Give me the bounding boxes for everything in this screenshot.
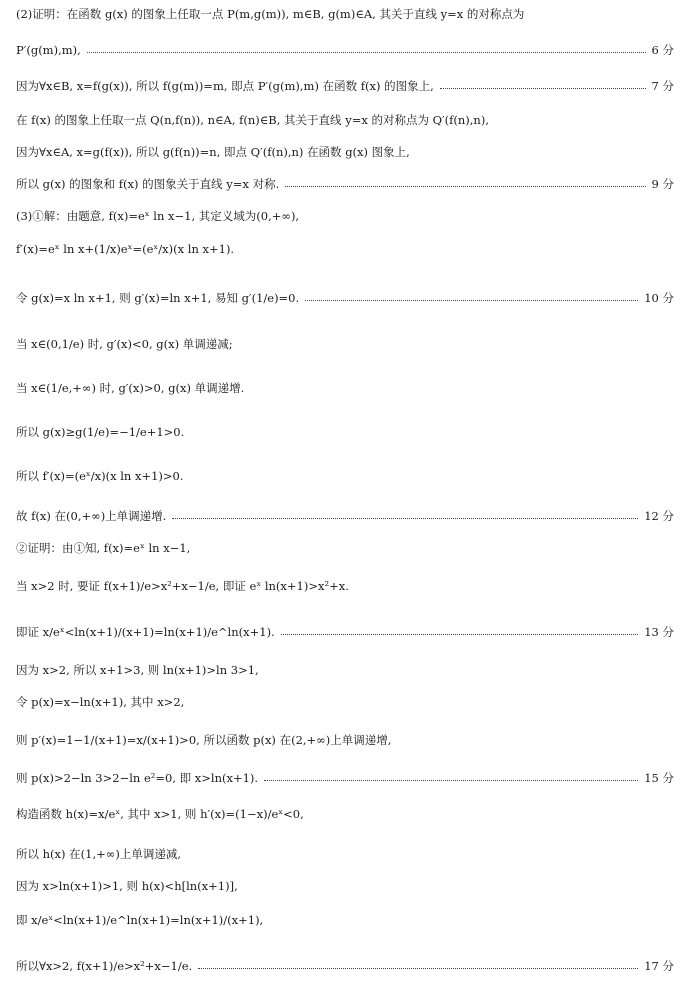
line-text: 则 p(x)>2−ln 3>2−ln e²=0, 即 x>ln(x+1). xyxy=(16,771,259,785)
leader-dots xyxy=(281,634,638,635)
text-line xyxy=(16,912,674,928)
text-line xyxy=(16,694,674,710)
text-line xyxy=(16,846,674,862)
line-text: 构造函数 h(x)=x/eˣ, 其中 x>1, 则 h′(x)=(1−x)/eˣ<0, xyxy=(16,807,304,821)
score-label: 9 分 xyxy=(651,177,674,191)
line-text: 即 x/eˣ<ln(x+1)/e^ln(x+1)=ln(x+1)/(x+1), xyxy=(16,913,264,927)
text-line xyxy=(16,770,674,786)
line-text: 所以 f′(x)=(eˣ/x)(x ln x+1)>0. xyxy=(16,469,184,483)
leader-dots xyxy=(264,780,638,781)
text-line xyxy=(16,78,674,94)
line-text: 所以 g(x) 的图象和 f(x) 的图象关于直线 y=x 对称. xyxy=(16,177,280,191)
text-line xyxy=(16,732,674,748)
line-text: 则 p′(x)=1−1/(x+1)=x/(x+1)>0, 所以函数 p(x) 在(2,+∞)上单调递增, xyxy=(16,733,392,747)
line-text: 因为 x>ln(x+1)>1, 则 h(x)<h[ln(x+1)], xyxy=(16,879,238,893)
score-label: 12 分 xyxy=(644,509,674,523)
score-label: 6 分 xyxy=(651,43,674,57)
text-line xyxy=(16,176,674,192)
line-text: 当 x>2 时, 要证 f(x+1)/e>x²+x−1/e, 即证 eˣ ln(x+1)>x²+x. xyxy=(16,579,349,593)
leader-dots xyxy=(198,968,638,969)
line-text: 所以 g(x)≥g(1/e)=−1/e+1>0. xyxy=(16,425,185,439)
score-label: 10 分 xyxy=(644,291,674,305)
text-line xyxy=(16,624,674,640)
score-label: 13 分 xyxy=(644,625,674,639)
text-line xyxy=(16,424,674,440)
score-label: 7 分 xyxy=(651,79,674,93)
score-label: 17 分 xyxy=(644,959,674,973)
text-line xyxy=(16,6,674,22)
line-text: 所以∀x>2, f(x+1)/e>x²+x−1/e. xyxy=(16,959,193,973)
leader-dots xyxy=(305,300,638,301)
line-text: ②证明：由①知, f(x)=eˣ ln x−1, xyxy=(16,541,191,555)
text-line xyxy=(16,242,674,256)
text-line xyxy=(16,144,674,160)
score-label: 15 分 xyxy=(644,771,674,785)
line-text: f′(x)=eˣ ln x+(1/x)eˣ=(eˣ/x)(x ln x+1). xyxy=(16,242,235,256)
text-line xyxy=(16,540,674,556)
line-text: 令 g(x)=x ln x+1, 则 g′(x)=ln x+1, 易知 g′(1/e)=0. xyxy=(16,291,300,305)
text-line xyxy=(16,578,674,594)
line-text: 即证 x/eˣ<ln(x+1)/(x+1)=ln(x+1)/e^ln(x+1). xyxy=(16,625,275,639)
line-text: 在 f(x) 的图象上任取一点 Q(n,f(n)), n∈A, f(n)∈B, 其关于直线 y=x 的对称点为 Q′(f(n),n), xyxy=(16,113,489,127)
text-line xyxy=(16,806,674,822)
line-text: 当 x∈(1/e,+∞) 时, g′(x)>0, g(x) 单调递增. xyxy=(16,381,245,395)
leader-dots xyxy=(285,186,645,187)
text-line xyxy=(16,112,674,128)
line-text: 因为∀x∈A, x=g(f(x)), 所以 g(f(n))=n, 即点 Q′(f(n),n) 在函数 g(x) 图象上, xyxy=(16,145,410,159)
line-text: 故 f(x) 在(0,+∞)上单调递增. xyxy=(16,509,167,523)
line-text: P′(g(m),m), xyxy=(16,43,81,57)
line-text: 所以 h(x) 在(1,+∞)上单调递减, xyxy=(16,847,181,861)
line-text: 当 x∈(0,1/e) 时, g′(x)<0, g(x) 单调递减; xyxy=(16,337,233,351)
text-line xyxy=(16,468,674,484)
line-text: (3)①解：由题意, f(x)=eˣ ln x−1, 其定义域为(0,+∞), xyxy=(16,209,300,223)
leader-dots xyxy=(440,88,646,89)
line-text: 因为∀x∈B, x=f(g(x)), 所以 f(g(m))=m, 即点 P′(g(m),m) 在函数 f(x) 的图象上, xyxy=(16,79,434,93)
leader-dots xyxy=(172,518,638,519)
line-text: 因为 x>2, 所以 x+1>3, 则 ln(x+1)>ln 3>1, xyxy=(16,663,259,677)
text-line xyxy=(16,42,674,58)
text-line xyxy=(16,208,674,224)
line-text: (2)证明：在函数 g(x) 的图象上任取一点 P(m,g(m)), m∈B, g(m)∈A, 其关于直线 y=x 的对称点为 xyxy=(16,7,525,21)
leader-dots xyxy=(87,52,646,53)
text-line xyxy=(16,508,674,524)
text-line xyxy=(16,336,674,352)
text-line xyxy=(16,958,674,974)
text-line xyxy=(16,380,674,396)
line-text: 令 p(x)=x−ln(x+1), 其中 x>2, xyxy=(16,695,185,709)
text-line xyxy=(16,662,674,678)
text-line xyxy=(16,290,674,306)
text-line xyxy=(16,878,674,894)
